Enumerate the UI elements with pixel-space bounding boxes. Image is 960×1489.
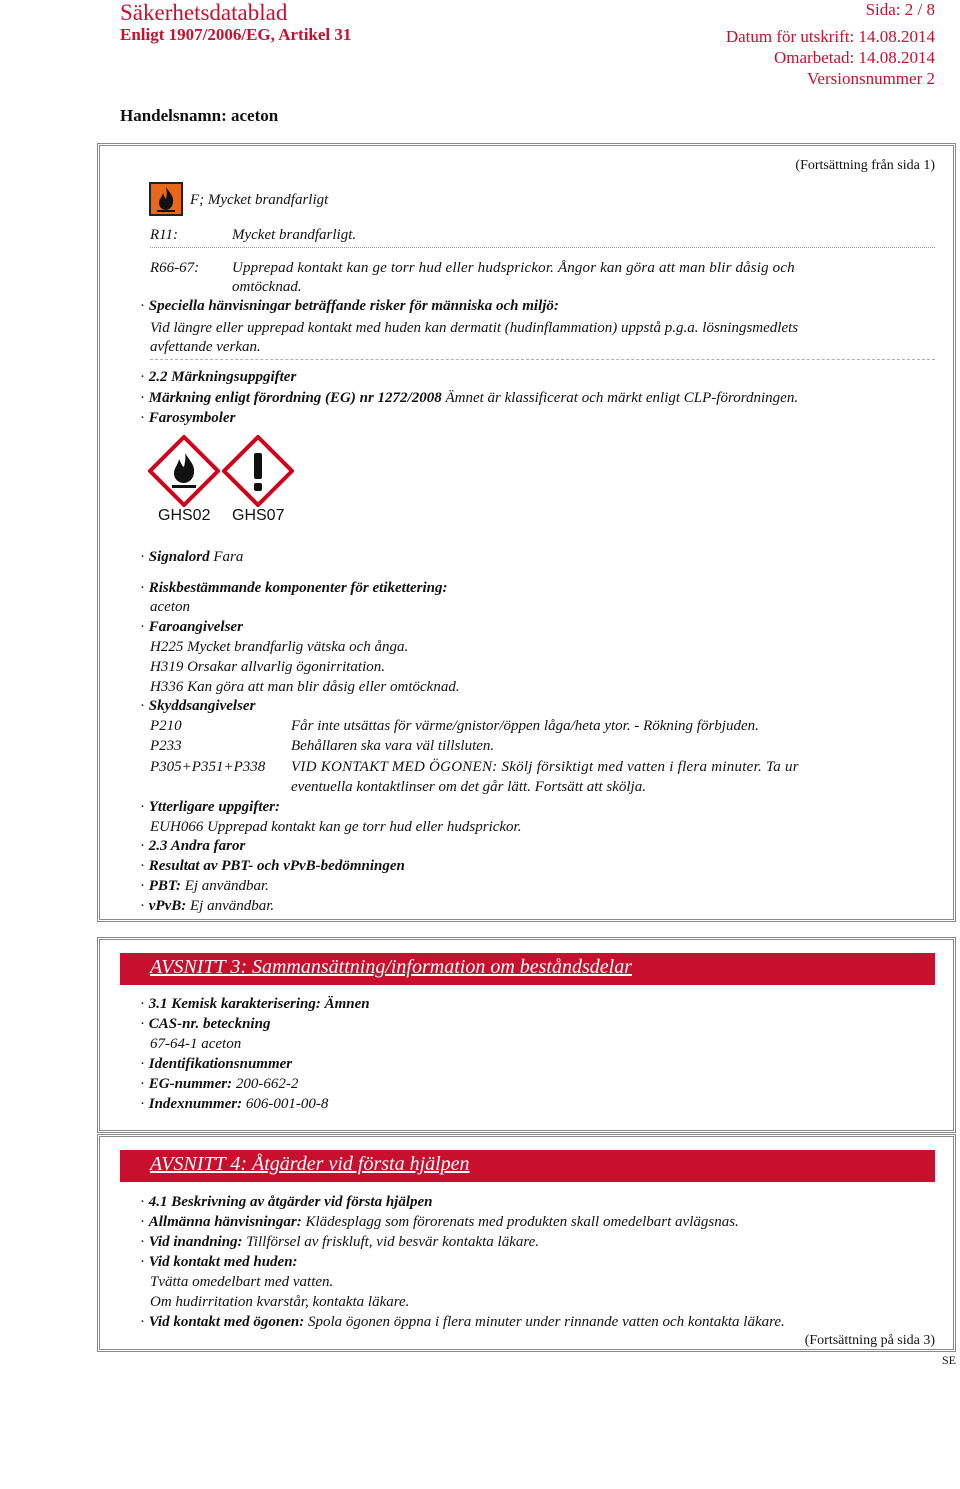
first-aid-heading: · 4.1 Beskrivning av åtgärder vid första hjälpen (140, 1194, 433, 1210)
vpvb-label: vPvB: (148, 898, 187, 914)
signal-word-value: Fara (213, 549, 244, 565)
index-number-line: · Indexnummer: 606-001-00-8 (140, 1096, 329, 1112)
special-hazards-heading: · Speciella hänvisningar beträffande risker för människa och miljö: (140, 298, 559, 314)
dotted-separator (150, 247, 935, 248)
precaution-code-p305: P305+P351+P338 (150, 759, 266, 775)
precaution-text-p305-line2: eventuella kontaktlinser om det går lätt. Fortsätt att skölja. (291, 779, 646, 795)
print-date: Datum för utskrift: 14.08.2014 (725, 27, 935, 46)
additional-heading: · Ytterligare uppgifter: (140, 799, 280, 815)
hazard-statement-h319: H319 Orsakar allvarlig ögonirritation. (150, 659, 386, 675)
general-advice-line: · Allmänna hänvisningar: Klädesplagg som förorenats med produkten skall omedelbart avlägsnas. (140, 1214, 739, 1230)
skin-contact-line2: Om hudirritation kvarstår, kontakta läkare. (150, 1294, 410, 1310)
old-symbol-text: F; Mycket brandfarligt (190, 192, 329, 208)
ghs02-label: GHS02 (158, 507, 211, 524)
section-3-title: AVSNITT 3: Sammansättning/information om beståndsdelar (150, 956, 632, 978)
skin-contact-line1: Tvätta omedelbart med vatten. (150, 1274, 334, 1290)
revised-date: Omarbetad: 14.08.2014 (774, 48, 935, 67)
eye-contact-label: Vid kontakt med ögonen: (148, 1314, 305, 1330)
skin-contact-label: Vid kontakt med huden: (148, 1254, 298, 1270)
special-hazards-line2: avfettande verkan. (150, 339, 261, 355)
continued-to: (Fortsättning på sida 3) (804, 1333, 935, 1348)
components-heading: · Riskbestämmande komponenter för etikettering: (140, 580, 448, 596)
eye-contact-text: Spola ögonen öppna i flera minuter under rinnande vatten och kontakta läkare. (307, 1314, 785, 1330)
labelling-heading-text: 2.2 Märkningsuppgifter (148, 369, 297, 385)
components-heading-text: Riskbestämmande komponenter för etikettering: (148, 580, 448, 596)
inhalation-text: Tillförsel av friskluft, vid besvär kontakta läkare. (246, 1234, 540, 1250)
components-value: aceton (150, 599, 190, 615)
regulation-label: Märkning enligt förordning (EG) nr 1272/2008 (148, 390, 442, 406)
chem-char-line: · 3.1 Kemisk karakterisering: Ämnen (140, 996, 370, 1012)
signal-word-label: Signalord (148, 549, 210, 565)
precaution-text-p305: VID KONTAKT MED ÖGONEN: Skölj försiktigt med vatten i flera minuter. Ta ur (291, 759, 799, 775)
r6667-code: R66-67: (150, 260, 200, 276)
hazard-statement-h336: H336 Kan göra att man blir dåsig eller omtöcknad. (150, 679, 460, 695)
r6667-line1: Upprepad kontakt kan ge torr hud eller hudsprickor. Ångor kan göra att man blir dåsig och (232, 260, 795, 276)
general-advice-label: Allmänna hänvisningar: (148, 1214, 302, 1230)
section-4-header (120, 1150, 935, 1182)
continued-from: (Fortsättning från sida 1) (795, 158, 935, 173)
hazard-heading-text: Faroangivelser (148, 619, 243, 635)
r11-text: Mycket brandfarligt. (232, 227, 357, 243)
chem-char-value: Ämnen (324, 996, 370, 1012)
labelling-heading: · 2.2 Märkningsuppgifter (140, 369, 297, 385)
language-code: SE (941, 1353, 956, 1367)
pictograms-heading: · Farosymboler (140, 410, 236, 426)
r11-code: R11: (150, 227, 179, 243)
vpvb-value: Ej användbar. (189, 898, 275, 914)
ec-number-label: EG-nummer: (148, 1076, 233, 1092)
exclamation-pictogram (222, 435, 294, 507)
version-number: Versionsnummer 2 (807, 69, 935, 88)
index-number-value: 606-001-00-8 (245, 1096, 329, 1112)
section-3-header (120, 953, 935, 985)
eye-contact-line: · Vid kontakt med ögonen: Spola ögonen öppna i flera minuter under rinnande vatten och kontakta läkare. (140, 1314, 785, 1330)
ident-heading-text: Identifikationsnummer (148, 1056, 293, 1072)
pbt-heading-text: Resultat av PBT- och vPvB-bedömningen (148, 858, 405, 874)
regulation-line: · Märkning enligt förordning (EG) nr 1272/2008 Ämnet är klassificerat och märkt enligt CLP-förordningen. (140, 390, 799, 406)
section-4-title: AVSNITT 4: Åtgärder vid första hjälpen (150, 1153, 470, 1175)
pbt-heading: · Resultat av PBT- och vPvB-bedömningen (140, 858, 405, 874)
special-hazards-line1: Vid längre eller upprepad kontakt med huden kan dermatit (hudinflammation) uppstå p.g.a. lösningsmedlets (150, 320, 799, 336)
precaution-text-p233: Behållaren ska vara väl tillsluten. (291, 738, 495, 754)
ghs07-label: GHS07 (232, 507, 285, 524)
other-hazards-text: 2.3 Andra faror (148, 838, 246, 854)
cas-heading-text: CAS-nr. beteckning (148, 1016, 271, 1032)
skin-contact-heading: · Vid kontakt med huden: (140, 1254, 298, 1270)
document-title: Säkerhetsdatablad (120, 0, 288, 25)
ident-heading: · Identifikationsnummer (140, 1056, 293, 1072)
ec-number-value: 200-662-2 (235, 1076, 299, 1092)
inhalation-line: · Vid inandning: Tillförsel av friskluft, vid besvär kontakta läkare. (140, 1234, 540, 1250)
r6667-line2: omtöcknad. (232, 279, 302, 295)
flame-icon (149, 182, 183, 216)
pbt-value: Ej användbar. (184, 878, 269, 894)
ec-number-line: · EG-nummer: 200-662-2 (140, 1076, 299, 1092)
flammable-pictogram (148, 435, 220, 507)
document-subtitle: Enligt 1907/2006/EG, Artikel 31 (120, 25, 352, 44)
precaution-code-p233: P233 (150, 738, 182, 754)
general-advice-text: Klädesplagg som förorenats med produkten skall omedelbart avlägsnas. (305, 1214, 739, 1230)
chem-char-label: 3.1 Kemisk karakterisering: (148, 996, 321, 1012)
other-hazards: · 2.3 Andra faror (140, 838, 246, 854)
product-name: Handelsnamn: aceton (120, 106, 279, 125)
additional-heading-text: Ytterligare uppgifter: (148, 799, 280, 815)
precaution-text-p210: Får inte utsättas för värme/gnistor/öppen låga/heta ytor. - Rökning förbjuden. (291, 718, 759, 734)
regulation-text: Ämnet är klassificerat och märkt enligt CLP-förordningen. (445, 390, 799, 406)
pictograms-heading-text: Farosymboler (148, 410, 236, 426)
dashed-separator (150, 359, 935, 360)
hazard-statement-h225: H225 Mycket brandfarlig vätska och ånga. (150, 639, 409, 655)
precaution-heading-text: Skyddsangivelser (148, 698, 256, 714)
hazard-heading: · Faroangivelser (140, 619, 243, 635)
precaution-code-p210: P210 (150, 718, 182, 734)
special-hazards-heading-text: Speciella hänvisningar beträffande risker för människa och miljö: (148, 298, 559, 314)
cas-heading: · CAS-nr. beteckning (140, 1016, 271, 1032)
first-aid-heading-text: 4.1 Beskrivning av åtgärder vid första hjälpen (148, 1194, 433, 1210)
pbt-label: PBT: (148, 878, 181, 894)
inhalation-label: Vid inandning: (148, 1234, 243, 1250)
signal-word: · Signalord Fara (140, 549, 244, 565)
cas-value: 67-64-1 aceton (150, 1036, 242, 1052)
index-number-label: Indexnummer: (148, 1096, 243, 1112)
euh066-statement: EUH066 Upprepad kontakt kan ge torr hud eller hudsprickor. (150, 819, 522, 835)
precaution-heading: · Skyddsangivelser (140, 698, 256, 714)
page-number: Sida: 2 / 8 (865, 0, 935, 19)
pbt-line: · PBT: Ej användbar. (140, 878, 269, 894)
vpvb-line: · vPvB: Ej användbar. (140, 898, 275, 914)
